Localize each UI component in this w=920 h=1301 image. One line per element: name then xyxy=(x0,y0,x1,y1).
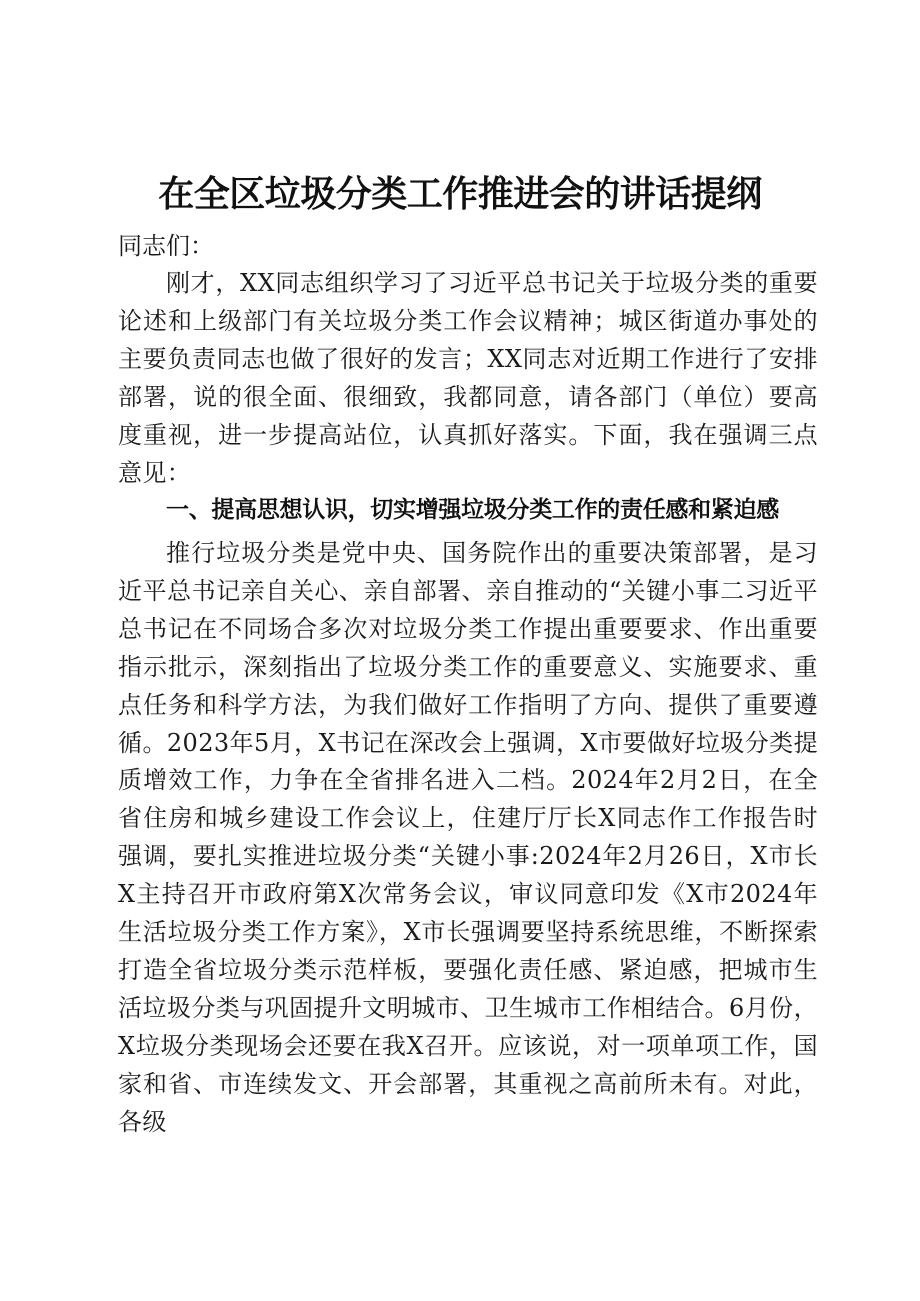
section-1-paragraph: 推行垃圾分类是党中央、国务院作出的重要决策部署，是习近平总书记亲自关心、亲自部署、亲自推动的“关键小事二习近平总书记在不同场合多次对垃圾分类工作提出重要要求、作出重要指示批示，深刻指出了垃圾分类工作的重要意义、实施要求、重点任务和科学方法，为我们做好工作指明了方向、提供了重要遵循。2023年5月，X书记在深改会上强调，X市要做好垃圾分类提质增效工作，力争在全省排名进入二档。2024年2月2日，在全省住房和城乡建设工作会议上，住建厅厅长X同志作工作报告时强调，要扎实推进垃圾分类“关键小事:2024年2月26日，X市长X主持召开市政府第X次常务会议，审议同意印发《X市2024年生活垃圾分类工作方案》，X市长强调要坚持系统思维，不断探索打造全省垃圾分类示范样板，要强化责任感、紧迫感，把城市生活垃圾分类与巩固提升文明城市、卫生城市工作相结合。6月份，X垃圾分类现场会还要在我X召开。应该说，对一项单项工作，国家和省、市连续发文、开会部署，其重视之高前所未有。对此，各级 xyxy=(118,539,818,1136)
document-title: 在全区垃圾分类工作推进会的讲话提纲 xyxy=(158,174,762,215)
salutation: 同志们： xyxy=(118,232,214,260)
opening-paragraph: 刚才，XX同志组织学习了习近平总书记关于垃圾分类的重要论述和上级部门有关垃圾分类工作会议精神；城区街道办事处的主要负责同志也做了很好的发言；XX同志对近期工作进行了安排部署，说的很全面、很细致，我都同意，请各部门（单位）要高度重视，进一步提高站位，认真抓好落实。下面，我在强调三点意见： xyxy=(118,269,818,487)
section-1-heading: 一、提高思想认识，切实增强垃圾分类工作的责任感和紧迫感 xyxy=(166,497,779,523)
